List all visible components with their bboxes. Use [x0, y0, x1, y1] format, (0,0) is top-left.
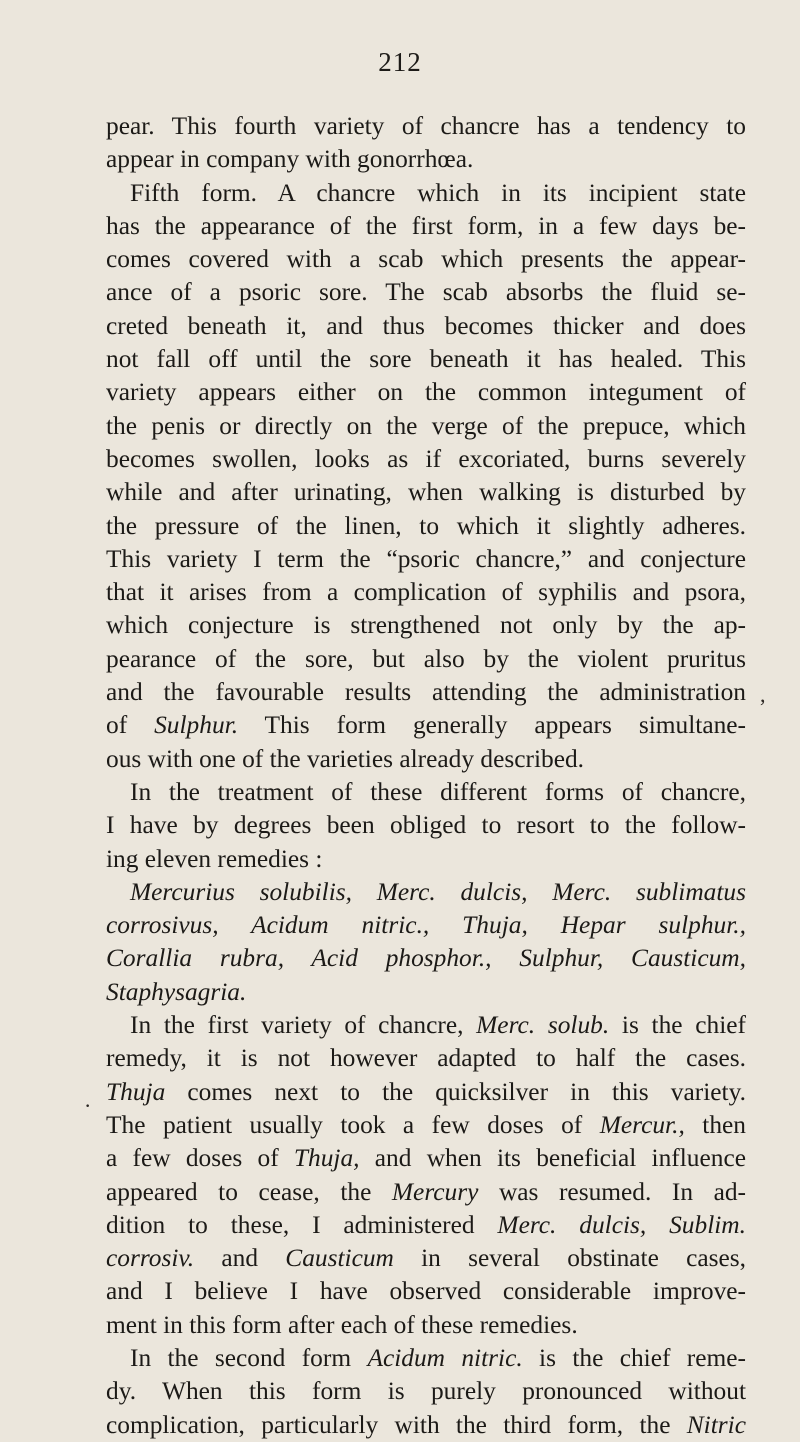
italic-text: corrosivus, Acidum nitric., Thuja, Hepar sulphur., — [106, 911, 746, 940]
italic-text: corrosiv. — [106, 1244, 195, 1273]
text-line — [106, 1042, 746, 1075]
italic-text: Mercury — [391, 1177, 479, 1206]
text-line — [106, 876, 746, 909]
italic-text: Staphysagria. — [106, 977, 247, 1006]
text-segment: a few doses of — [106, 1144, 294, 1173]
text-line — [106, 1009, 746, 1042]
text-segment: has the appearance of the first form, in a few days be- — [106, 211, 746, 240]
text-line — [106, 177, 746, 210]
text-segment: and I believe I have observed considerable improve- — [106, 1277, 746, 1306]
text-segment: In the treatment of these different forms of chancre, — [130, 777, 746, 806]
margin-speck: , — [760, 682, 766, 707]
text-line — [106, 909, 746, 942]
italic-text: Mercur., — [599, 1110, 685, 1139]
text-line — [106, 376, 746, 409]
italic-text: Mercurius solubilis, Merc. dulcis, Merc. sublimatus — [130, 877, 746, 906]
italic-text: Merc. dulcis, Sublim. — [497, 1210, 746, 1239]
text-line — [106, 609, 746, 642]
text-line — [106, 1209, 746, 1242]
text-segment: the pressure of the linen, to which it slightly adheres. — [106, 511, 746, 540]
text-line — [106, 1242, 746, 1275]
text-line — [106, 809, 746, 842]
text-segment: ance of a psoric sore. The scab absorbs the fluid se- — [106, 278, 746, 307]
margin-speck: · — [84, 1093, 92, 1118]
italic-text: Nitric — [686, 1410, 746, 1439]
italic-text: Corallia rubra, Acid phosphor., Sulphur, Causticum, — [106, 944, 746, 973]
text-segment: comes next to the quicksilver in this variety. — [165, 1077, 746, 1106]
text-line — [106, 643, 746, 676]
text-segment: ing eleven remedies : — [106, 844, 323, 873]
italic-text: Merc. solub. — [476, 1011, 610, 1040]
text-segment: complication, particularly with the third form, the — [106, 1410, 687, 1439]
italic-text: Acidum nitric. — [367, 1343, 523, 1372]
text-line — [106, 210, 746, 243]
text-segment: not fall off until the sore beneath it has healed. This — [106, 345, 746, 374]
text-line — [106, 976, 746, 1009]
text-line — [106, 1342, 746, 1375]
text-segment: is the chief reme- — [522, 1343, 746, 1372]
text-line — [106, 1275, 746, 1308]
italic-text: Causticum — [285, 1244, 394, 1273]
text-segment: ment in this form after each of these remedies. — [106, 1310, 578, 1339]
text-line — [106, 276, 746, 309]
text-line — [106, 510, 746, 543]
text-segment: dition to these, I administered — [106, 1210, 498, 1239]
text-segment: ous with one of the varieties already described. — [106, 744, 585, 773]
italic-text: Thuja, — [293, 1144, 360, 1173]
text-segment: and the favourable results attending the administration — [106, 678, 746, 707]
text-line — [106, 1142, 746, 1175]
text-segment: appeared to cease, the — [106, 1177, 392, 1206]
text-line — [106, 243, 746, 276]
text-line — [106, 1309, 746, 1342]
text-line — [106, 576, 746, 609]
text-segment: pear. This fourth variety of chancre has a tendency to — [106, 112, 746, 140]
text-segment: In the first variety of chancre, — [130, 1011, 477, 1040]
text-segment: is the chief — [609, 1011, 746, 1040]
text-line — [106, 709, 746, 742]
text-line — [106, 676, 746, 709]
text-segment: and when its beneficial influence — [359, 1144, 746, 1173]
text-segment: variety appears either on the common integument of — [106, 378, 746, 407]
text-line — [106, 476, 746, 509]
text-segment: while and after urinating, when walking is disturbed by — [106, 478, 746, 507]
text-segment: remedy, it is not however adapted to half the cases. — [106, 1044, 746, 1073]
text-segment: appear in company with gonorrhœa. — [106, 145, 474, 174]
page-number: 212 — [378, 47, 422, 77]
text-segment: was resumed. In ad- — [478, 1177, 747, 1206]
text-segment: In the second form — [130, 1343, 368, 1372]
text-segment: in several obstinate cases, — [393, 1244, 747, 1273]
text-line — [106, 543, 746, 576]
text-line — [106, 143, 746, 176]
text-segment: This variety I term the “psoric chancre,” and conjecture — [106, 544, 746, 573]
italic-text: Thuja — [106, 1077, 166, 1106]
text-line — [106, 110, 746, 143]
text-segment: of — [106, 711, 155, 740]
text-segment: then — [684, 1110, 746, 1139]
text-line — [106, 942, 746, 975]
body-text — [106, 110, 746, 1442]
text-line — [106, 743, 746, 776]
text-segment: comes covered with a scab which presents the appear- — [106, 245, 746, 274]
text-segment: The patient usually took a few doses of — [106, 1110, 600, 1139]
text-line — [106, 1375, 746, 1408]
text-line — [106, 843, 746, 876]
text-segment: the penis or directly on the verge of the prepuce, which — [106, 411, 746, 440]
text-line — [106, 310, 746, 343]
text-line — [106, 443, 746, 476]
text-segment: I have by degrees been obliged to resort to the follow- — [106, 811, 746, 840]
text-line — [106, 1076, 746, 1109]
text-line — [106, 1176, 746, 1209]
text-segment: creted beneath it, and thus becomes thicker and does — [106, 311, 746, 340]
text-line — [106, 343, 746, 376]
text-line — [106, 1109, 746, 1142]
text-segment: which conjecture is strengthened not only by the ap- — [106, 611, 746, 640]
text-segment: becomes swollen, looks as if excoriated, burns severely — [106, 444, 746, 473]
text-segment: dy. When this form is purely pronounced without — [106, 1377, 746, 1406]
text-line — [106, 410, 746, 443]
text-segment: This form generally appears simultane- — [238, 711, 747, 740]
text-line — [106, 1409, 746, 1442]
italic-text: Sulphur. — [154, 711, 239, 740]
text-segment: and — [194, 1244, 286, 1273]
text-line — [106, 776, 746, 809]
text-segment: pearance of the sore, but also by the violent pruritus — [106, 644, 746, 673]
text-segment: Fifth form. A chancre which in its incipient state — [130, 178, 746, 207]
text-segment: that it arises from a complication of syphilis and psora, — [106, 578, 746, 607]
